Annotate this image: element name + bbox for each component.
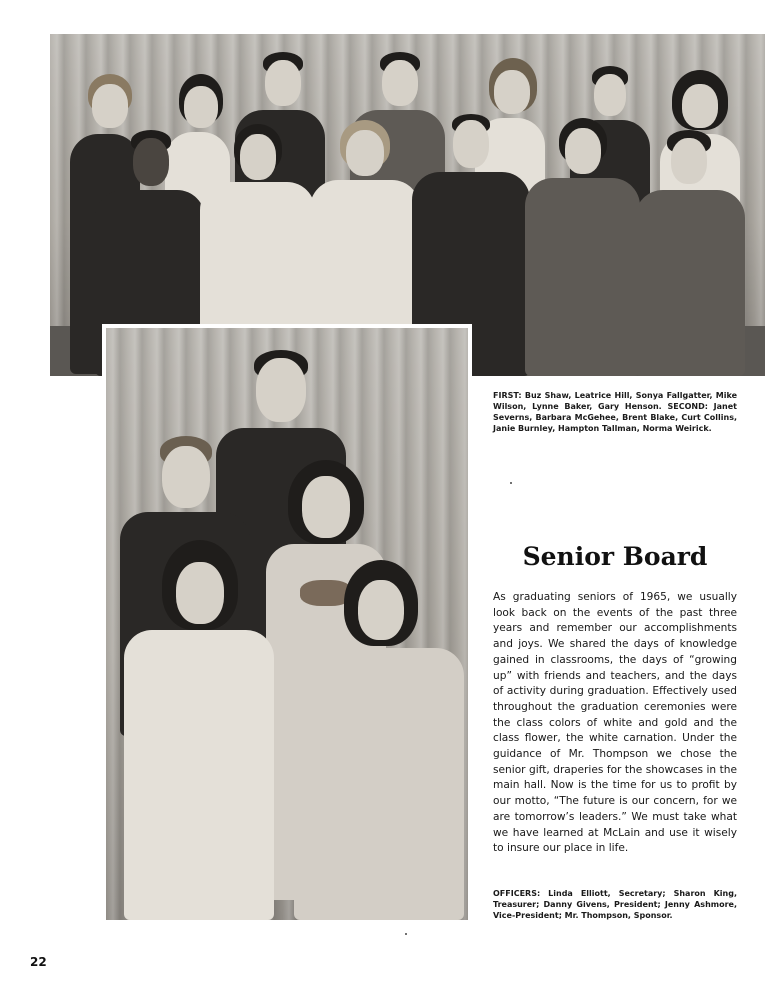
officers-photo-caption: OFFICERS: Linda Elliott, Secretary; Sharon King, Treasurer; Danny Givens, President; Jenny Ashmore, Vice-President; Mr. Thompson, Sponsor. [493,889,737,920]
print-speck [510,482,512,484]
student-figure [294,560,464,920]
group-photo-caption: FIRST: Buz Shaw, Leatrice Hill, Sonya Fallgatter, Mike Wilson, Lynne Baker, Gary Henson. SECOND: Janet Severns, Barbara McGehee, Brent Blake, Curt Collins, Janie Burnley, Hampton Tallman, Norma Weirick. [493,391,737,433]
student-figure [525,118,640,376]
student-figure [635,130,745,376]
student-figure [124,540,274,920]
officers-photo [102,324,472,924]
print-speck [405,933,407,935]
article-body: As graduating seniors of 1965, we usually look back on the events of the past three years and remember our accomplishments and joys. We shared the days of knowledge gained in classrooms, the days of “growing up” with friends and teachers, and the days of activity during graduation. Effectively used throughout the graduation ceremonies were the class colors of white and gold and the class flower, the white carnation. Under the guidance of Mr. Thompson we chose the senior gift, draperies for the showcases in the main hall. Now is the time for us to profit by our motto, “The future is our concern, for we are tomorrow’s leaders.” We must take what we have learned at McLain and use it wisely to insure our place in life. [493,591,737,855]
page-title: Senior Board [522,542,708,571]
page-number: 22 [30,955,47,969]
